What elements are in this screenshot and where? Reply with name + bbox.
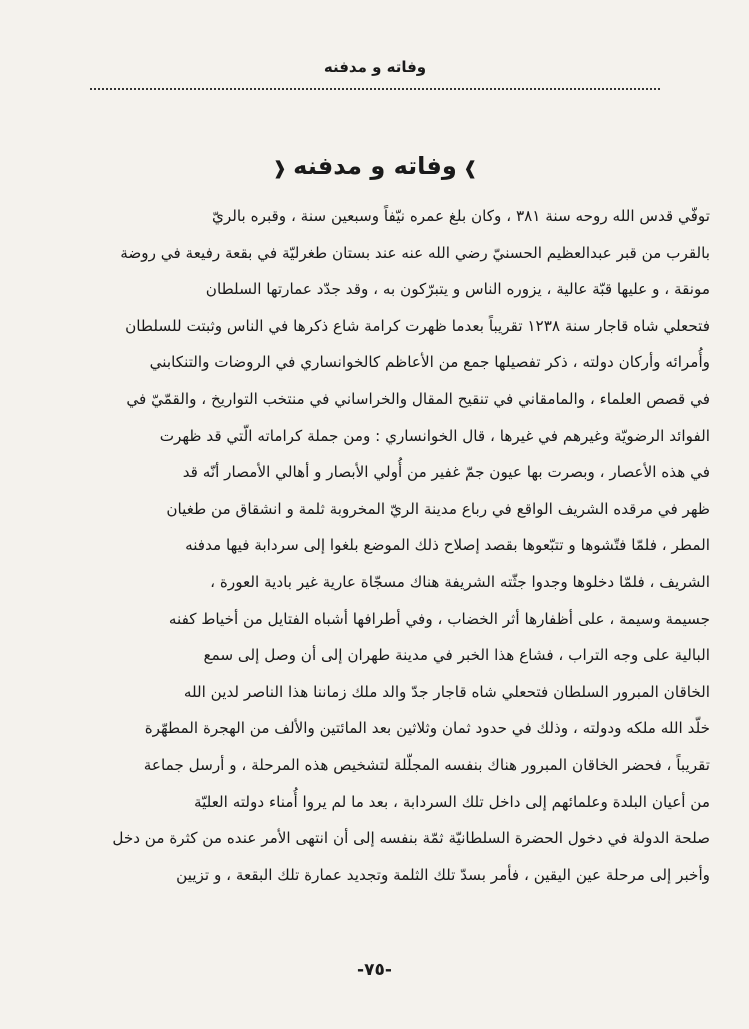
- text-line: في قصص العلماء ، والمامقاني في تنقيح المقال والخراساني في منتخب التواريخ ، والقمّيّ في: [126, 389, 710, 408]
- text-line: البالية على وجه التراب ، فشاع هذا الخبر في مدينة طهران إلى أن وصل إلى سمع: [203, 646, 710, 665]
- text-line: المطر ، فلمّا فتّشوها و تتبّعوها بقصد إصلاح ذلك الموضع بلغوا إلى سردابة فيها مدفنه: [185, 536, 710, 555]
- text-line: في هذه الأعصار ، وبصرت بها عيون جمّ غفير من أُولي الأبصار و أهالي الأمصار أنّه قد: [182, 463, 710, 482]
- text-line: الفوائد الرضويّة وغيرهم في غيرها ، قال الخوانساري : ومن جملة كراماته الّتي قد ظهرت: [159, 426, 710, 445]
- section-title: [150, 152, 600, 180]
- text-line: الشريف ، فلمّا دخلوها وجدوا جثّته الشريفة هناك مسجّاة عارية غير بادية العورة ،: [210, 572, 710, 591]
- page-number: -٧٥-: [357, 960, 392, 980]
- body-text: [80, 198, 710, 893]
- text-line: ظهر في مرقده الشريف الواقع في رباع مدينة الريّ المخروبة ثلمة و انشقاق من طغيان: [166, 499, 710, 518]
- text-line: وأخبر إلى مرحلة عين اليقين ، فأمر بسدّ تلك الثلمة وتجديد عمارة تلك البقعة ، و تزيين: [176, 865, 710, 884]
- text-line: صلحة الدولة في دخول الحضرة السلطانيّة ثمّة بنفسه إلى أن انتهى الأمر عنده من كثرة من دخل: [112, 829, 710, 848]
- text-line: جسيمة وسيمة ، على أظفارها أثر الخضاب ، وفي أطرافها أشباه الفتايل من أخياط كفنه: [168, 609, 710, 628]
- text-line: الخاقان المبرور السلطان فتحعلي شاه قاجار جدّ والد ملك زماننا هذا الناصر لدين الله: [183, 682, 710, 701]
- title-ornament-right: ❱: [462, 158, 478, 179]
- title-ornament-left: ❰: [272, 158, 288, 179]
- text-line: فتحعلي شاه قاجار سنة ١٢٣٨ تقريباً بعدما ظهرت كرامة شاع ذكرها في الناس وثبتت للسلطان: [125, 316, 710, 335]
- header-divider: [90, 88, 660, 90]
- running-header: وفاته و مدفنه: [323, 58, 427, 76]
- text-line: وأُمرائه وأركان دولته ، ذكر تفصيلها جمع من الأعاظم كالخوانساري في الروضات والتنكابني: [149, 353, 710, 372]
- text-line: مونقة ، و عليها قبّة عالية ، يزوره الناس و يتبرّكون به ، وقد جدّد عمارتها السلطان: [205, 280, 710, 299]
- section-title-text: وفاته و مدفنه: [293, 152, 457, 180]
- text-line: من أعيان البلدة وعلمائهم إلى داخل تلك السردابة ، بعد ما لم يروا أُمناء دولته العليّة: [193, 792, 710, 811]
- text-line: تقريباً ، فحضر الخاقان المبرور هناك بنفسه المجلّلة لتشخيص هذه المرحلة ، و أرسل جماعة: [143, 755, 710, 774]
- text-line: خلّد الله ملكه ودولته ، وذلك في حدود ثمان وثلاثين بعد المائتين والألف من الهجرة المطهّرة: [144, 719, 710, 738]
- text-line: توفّي قدس الله روحه سنة ٣٨١ ، وكان بلغ عمره نيّفاً وسبعين سنة ، وقبره بالريّ: [212, 207, 710, 225]
- text-line: بالقرب من قبر عبدالعظيم الحسنيّ رضي الله عنه عند بستان طغرليّة في بقعة رفيعة في روضة: [120, 243, 710, 262]
